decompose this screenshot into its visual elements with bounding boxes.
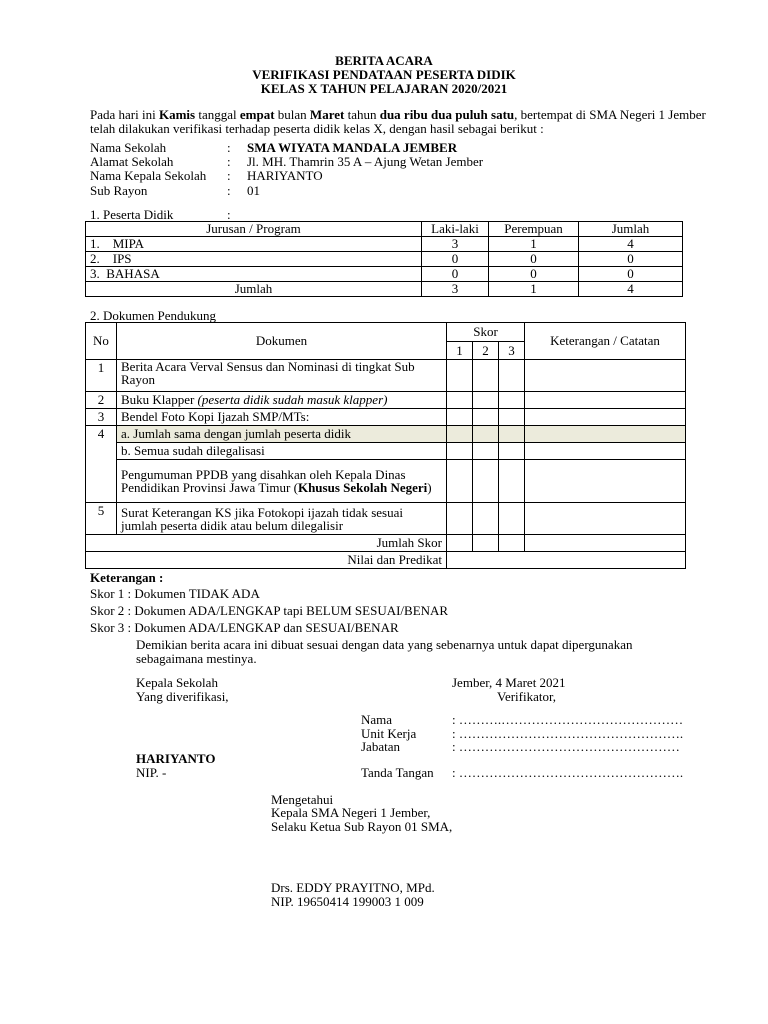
head-name: Drs. EDDY PRAYITNO, MPd. [271, 880, 435, 895]
jabatan-field: : …………………………………………… [452, 739, 680, 754]
doc-subtitle-2: KELAS X TAHUN PELAJARAN 2020/2021 [260, 81, 508, 96]
tanda-tangan-field: : ……………………………………………. [452, 765, 684, 780]
table-row: 5 Surat Keterangan KS jika Fotokopi ijazah tidak sesuai jumlah peserta didik atau belum dilegalisir [86, 503, 686, 535]
keterangan-skor-1: Skor 1 : Dokumen TIDAK ADA [90, 586, 260, 601]
table-header: Jurusan / Program [86, 222, 422, 237]
mengetahui-role: Selaku Ketua Sub Rayon 01 SMA, [271, 819, 453, 834]
doc-subtitle: VERIFIKASI PENDATAAN PESERTA DIDIK [252, 67, 516, 82]
doc-title: BERITA ACARA [335, 53, 433, 68]
table-header: Laki-laki [422, 222, 489, 237]
table-header: Dokumen [117, 323, 447, 360]
mengetahui-position: Kepala SMA Negeri 1 Jember, [271, 805, 431, 820]
head-nip: NIP. 19650414 199003 1 009 [271, 894, 424, 909]
table-header: Perempuan [489, 222, 579, 237]
intro-paragraph: Pada hari ini Kamis tanggal empat bulan Maret tahun dua ribu dua puluh satu, bertempat di SMA Negeri 1 Jember telah dilakukan verifikasi terhadap peserta didik kelas X, dengan hasil sebagai berikut : [90, 107, 706, 136]
table-row: 3 Bendel Foto Kopi Ijazah SMP/MTs: [86, 409, 686, 426]
tanda-tangan-label: Tanda Tangan [361, 765, 434, 780]
table-header-row [86, 222, 683, 237]
table-row: 2. IPS 0 0 0 [86, 252, 683, 267]
closing-paragraph: Demikian berita acara ini dibuat sesuai dengan data yang sebenarnya untuk dapat dipergunakan sebagaimana mestinya. [136, 637, 633, 666]
nama-label: Nama [361, 712, 393, 727]
peserta-table [85, 221, 683, 297]
table-total-row: Jumlah 3 1 4 [86, 282, 683, 297]
kepala-sekolah-name: HARIYANTO [136, 751, 216, 766]
table-total-row: Jumlah Skor [86, 535, 686, 552]
table-row: 1. MIPA 3 1 4 [86, 237, 683, 252]
mengetahui-label: Mengetahui [271, 792, 334, 807]
place-date: Jember, 4 Maret 2021 [452, 675, 566, 690]
keterangan-skor-3: Skor 3 : Dokumen ADA/LENGKAP dan SESUAI/BENAR [90, 620, 399, 635]
table-row: b. Semua sudah dilegalisasi [86, 443, 686, 460]
diverifikasi-label: Yang diverifikasi, [136, 689, 229, 704]
unit-kerja-label: Unit Kerja [361, 726, 417, 741]
keterangan-skor-2: Skor 2 : Dokumen ADA/LENGKAP tapi BELUM SESUAI/BENAR [90, 603, 449, 618]
table-header: No [86, 323, 117, 360]
unit-kerja-field: : ……………………………………………. [452, 726, 684, 741]
jabatan-label: Jabatan [361, 739, 400, 754]
table-header: Jumlah [579, 222, 683, 237]
table-total-row: Nilai dan Predikat [86, 552, 686, 569]
kepala-sekolah-nip: NIP. - [136, 765, 167, 780]
dokumen-table: No Dokumen Skor Keterangan / Catatan 1 2 3 1 Berita Acara Verval Sensus dan Nominasi di tingkat Sub Rayon 2 Buku Klapper (peserta didik sudah masuk klapper) 3 Bendel Foto Kopi Ijazah SMP/MTs: 4 a. Jumlah sama dengan jumlah peserta didik b. Semua sudah dilegalisasi Pengumuman PPDB yang disahkan oleh Kepala Dinas Pendidikan Provinsi Jawa Timur (Khusus Sekolah Negeri) 5 Surat Keterangan KS jika Fotokopi ijazah tidak sesuai jumlah peserta didik atau belum dilegalisir Jumlah Skor Nilai dan Predikat [85, 322, 686, 569]
kepala-sekolah-label: Kepala Sekolah [136, 675, 218, 690]
table-row: 1 Berita Acara Verval Sensus dan Nominasi di tingkat Sub Rayon [86, 360, 686, 392]
table-row: 2 Buku Klapper (peserta didik sudah masuk klapper) [86, 392, 686, 409]
verifikator-label: Verifikator, [497, 689, 557, 704]
keterangan-title: Keterangan : [90, 570, 164, 585]
table-row: 4 a. Jumlah sama dengan jumlah peserta didik [86, 426, 686, 443]
table-row: 3. BAHASA 0 0 0 [86, 267, 683, 282]
table-header: Keterangan / Catatan [525, 323, 686, 360]
table-row: Pengumuman PPDB yang disahkan oleh Kepala Dinas Pendidikan Provinsi Jawa Timur (Khusus Sekolah Negeri) [86, 460, 686, 503]
nama-field: : ……….…………………………………… [452, 712, 684, 727]
table-header: Skor [447, 323, 525, 342]
